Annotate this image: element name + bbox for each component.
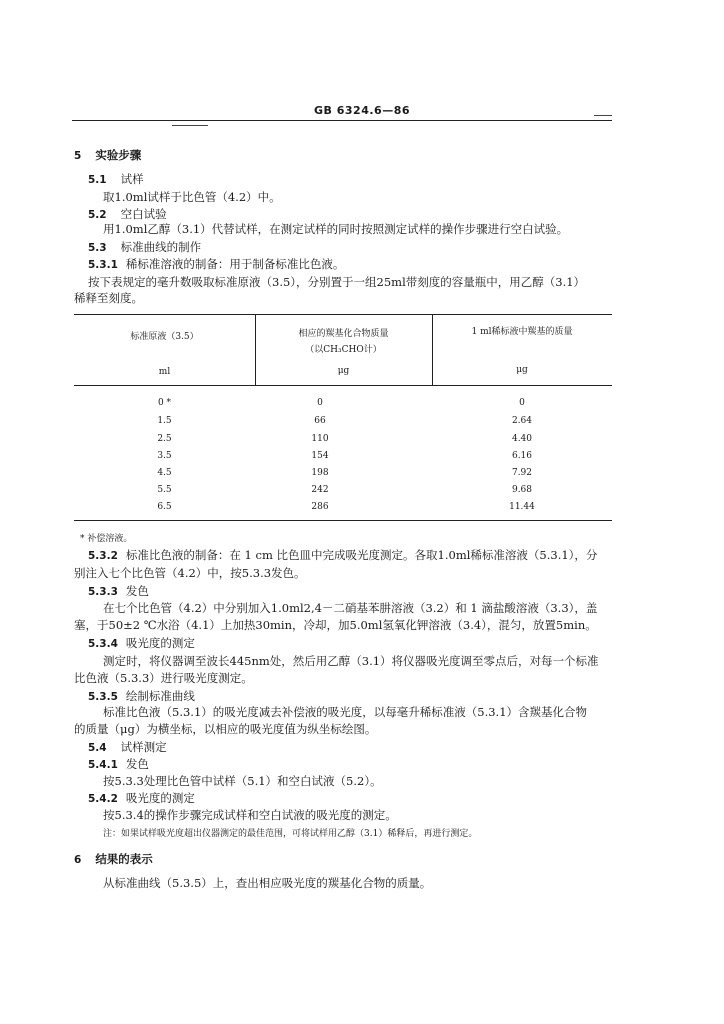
section-title: 绘制标准曲线	[125, 689, 195, 703]
section-5-4-heading	[88, 740, 167, 756]
table-cell: 154	[311, 451, 329, 461]
section-5-heading	[74, 148, 141, 164]
table-cell: 2.64	[511, 416, 533, 426]
header-rule	[72, 120, 612, 121]
table-cell: 198	[311, 468, 329, 478]
section-number: 5.3.5	[88, 691, 118, 703]
section-number: 6	[74, 854, 82, 866]
section-5-3-1-text-line1: 按下表规定的毫升数吸取标准原液（3.5），分别置于一组25ml带刻度的容量瓶中，用乙醇（3.1）	[88, 275, 586, 289]
section-title: 结果的表示	[95, 852, 153, 866]
section-number: 5.1	[88, 174, 107, 186]
section-title: 稀标准溶液的制备：用于制备标准比色液。	[125, 257, 345, 271]
table-cell: 2.5	[157, 434, 172, 444]
section-title: 吸光度的测定	[125, 791, 195, 805]
table-cell: 11.44	[509, 502, 535, 512]
table-cell: 6.5	[157, 502, 172, 512]
section-number: 5.2	[88, 209, 107, 221]
table-footnote: * 补偿溶液。	[80, 534, 133, 544]
section-title: 发色	[125, 757, 149, 771]
table-cell: 4.5	[157, 468, 172, 478]
section-number: 5.4.2	[88, 793, 118, 805]
table-col2-header: 相应的羰基化合物质量	[298, 329, 389, 339]
section-5-3-3-heading	[88, 584, 149, 600]
section-5-3-4-heading	[88, 636, 195, 652]
section-5-3-4-line2: 比色液（5.3.3）进行吸光度测定。	[74, 671, 253, 685]
table-cell: 0	[519, 398, 525, 408]
section-5-3-3-line2: 塞，于50±2 ℃水浴（4.1）上加热30min，冷却，加5.0ml氢氧化钾溶液（3.4），混匀，放置5min。	[74, 618, 597, 632]
section-5-3-1-heading	[88, 257, 344, 273]
section-5-4-1-heading	[88, 757, 149, 773]
section-5-4-1-text: 按5.3.3处理比色管中试样（5.1）和空白试液（5.2）。	[103, 774, 382, 788]
section-title: 吸光度的测定	[125, 636, 195, 650]
section-title: 发色	[125, 584, 149, 598]
header-rule-mark-right	[594, 115, 612, 116]
table-top-rule	[74, 314, 612, 315]
section-5-4-2-heading	[88, 791, 195, 807]
table-col2-header-sub: （以CH₃CHO计）	[305, 345, 382, 355]
section-5-4-2-text: 按5.3.4的操作步骤完成试样和空白试液的吸光度的测定。	[103, 808, 397, 822]
section-5-3-5-heading	[88, 689, 195, 705]
table-cell: 242	[311, 485, 329, 495]
section-number: 5.3.2	[88, 550, 118, 562]
section-5-3-2-line2: 别注入七个比色管（4.2）中，按5.3.3发色。	[74, 566, 306, 580]
table-cell: 6.16	[511, 451, 533, 461]
section-text: 标准比色液的制备：在 1 cm 比色皿中完成吸光度测定。各取1.0ml稀标准溶液（5.3.1），分	[125, 548, 598, 562]
section-number: 5.3.4	[88, 638, 118, 650]
table-cell: 0 *	[157, 398, 172, 408]
section-5-1-text: 取1.0ml试样于比色管（4.2）中。	[103, 190, 281, 204]
section-5-3-4-line1: 测定时，将仪器调至波长445nm处，然后用乙醇（3.1）将仪器吸光度调至零点后，对每一个标准	[103, 654, 599, 668]
table-cell: 1.5	[157, 416, 172, 426]
table-cell: 286	[311, 502, 329, 512]
section-5-3-3-line1: 在七个比色管（4.2）中分别加入1.0ml2,4－二硝基苯肼溶液（3.2）和 1 滴盐酸溶液（3.3），盖	[103, 601, 598, 615]
section-title: 标准曲线的制作	[120, 240, 202, 254]
section-number: 5	[74, 150, 82, 162]
section-5-1-heading	[88, 172, 144, 188]
table-col1-header: 标准原液（3.5）	[130, 332, 199, 342]
section-5-3-2-line1	[88, 548, 597, 564]
section-5-3-5-line1: 标准比色液（5.3.1）的吸光度减去补偿液的吸光度，以每毫升稀标准液（5.3.1）含羰基化合物	[103, 705, 588, 719]
table-cell: 0	[317, 398, 323, 408]
table-header-rule	[74, 385, 612, 386]
section-title: 试样测定	[120, 740, 167, 754]
section-title: 试样	[120, 172, 144, 186]
section-title: 实验步骤	[95, 148, 142, 162]
table-bottom-rule	[74, 520, 612, 521]
table-cell: 110	[311, 434, 329, 444]
section-6-heading	[74, 852, 153, 868]
table-col3-unit: μg	[516, 365, 528, 375]
section-title: 空白试验	[120, 207, 167, 221]
section-number: 5.3.3	[88, 586, 118, 598]
table-cell: 4.40	[511, 434, 533, 444]
section-5-3-1-text-line2: 稀释至刻度。	[74, 291, 143, 305]
table-cell: 3.5	[157, 451, 172, 461]
section-5-3-5-line2: 的质量（μg）为横坐标，以相应的吸光度值为纵坐标绘图。	[74, 722, 377, 736]
table-cell: 5.5	[157, 485, 172, 495]
section-number: 5.4.1	[88, 759, 118, 771]
section-5-2-heading	[88, 207, 167, 223]
table-col2-unit: μg	[337, 366, 350, 376]
section-5-4-2-note: 注：如果试样吸光度超出仪器测定的最佳范围，可将试样用乙醇（3.1）稀释后，再进行测定。	[103, 829, 478, 839]
table-cell: 66	[314, 416, 326, 426]
table-cell: 7.92	[511, 468, 533, 478]
section-number: 5.4	[88, 742, 107, 754]
section-number: 5.3.1	[88, 259, 118, 271]
section-5-3-heading	[88, 240, 201, 256]
section-5-2-text: 用1.0ml乙醇（3.1）代替试样，在测定试样的同时按照测定试样的操作步骤进行空白试验。	[103, 222, 569, 236]
section-number: 5.3	[88, 242, 107, 254]
table-cell: 9.68	[511, 485, 533, 495]
table-col1-unit: ml	[158, 367, 171, 377]
header-rule-mark	[172, 125, 208, 126]
document-header-code: GB 6324.6—86	[314, 104, 410, 117]
section-6-text: 从标准曲线（5.3.5）上，查出相应吸光度的羰基化合物的质量。	[103, 876, 432, 890]
table-col3-header: 1 ml稀标液中羰基的质量	[471, 327, 573, 337]
